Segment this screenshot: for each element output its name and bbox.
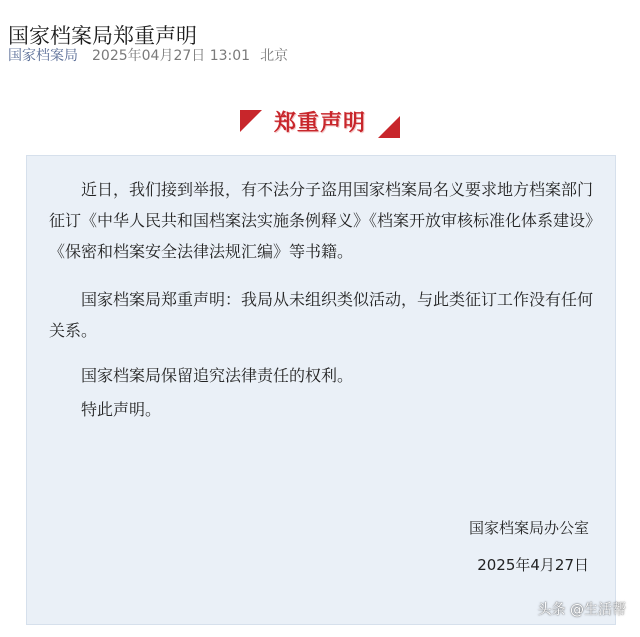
banner-right-triangle-decoration (378, 116, 400, 138)
banner-label: 郑重声明 (273, 111, 366, 136)
article-meta (8, 46, 298, 66)
statement-banner (240, 106, 400, 142)
statement-paragraph-3: 国家档案局保留追究法律责任的权利。 (81, 366, 354, 385)
statement-paragraph-4: 特此声明。 (81, 400, 162, 419)
article-title: 国家档案局郑重声明 (8, 24, 197, 49)
statement-paragraph-1: 近日，我们接到举报，有不法分子盗用国家档案局名义要求地方档案部门征订《中华人民共和国档案法实施条例释义》《档案开放审核标准化体系建设》《保密和档案安全法律法规汇编》等书籍。 (49, 180, 594, 261)
statement-paragraph-2: 国家档案局郑重声明：我局从未组织类似活动，与此类征订工作没有任何关系。 (49, 290, 594, 340)
article-author-link[interactable]: 国家档案局 (8, 48, 78, 64)
banner-left-triangle-decoration (240, 110, 262, 132)
article-datetime: 2025年04月27日 13:01 (92, 48, 251, 64)
article-location: 北京 (260, 48, 289, 64)
signature-date: 2025年4月27日 (477, 556, 589, 574)
source-watermark: 头条 @生活帮 (537, 602, 626, 618)
statement-card (26, 155, 616, 625)
signature-organization: 国家档案局办公室 (468, 519, 589, 537)
